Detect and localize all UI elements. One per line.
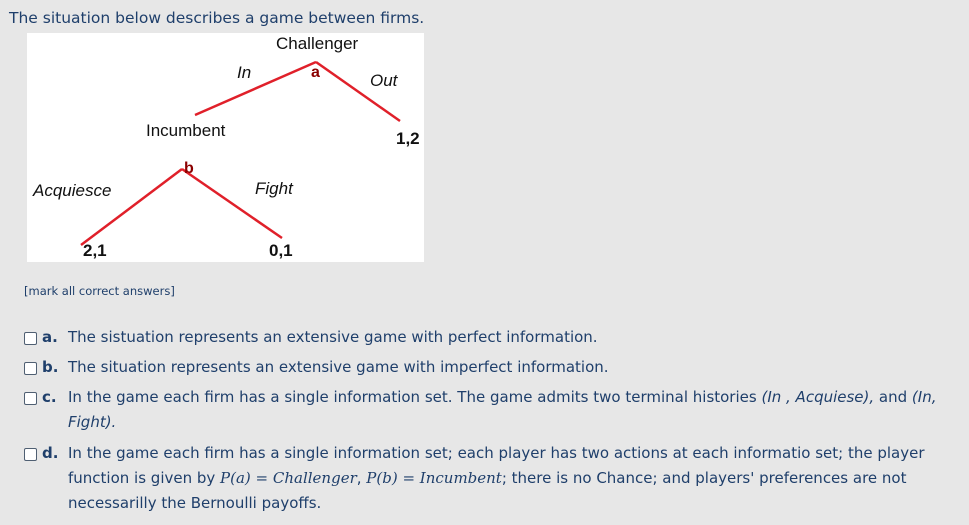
- option-d-player-function-b: P(b) = Incumbent: [366, 469, 502, 487]
- option-b-checkbox[interactable]: [24, 362, 37, 375]
- option-d-separator: ,: [356, 469, 367, 487]
- edge-in: [195, 62, 316, 115]
- option-d-text-part2: ; there is no Chance; and players' preferences are not necessarilly the Bernoulli payoffs.: [68, 469, 907, 512]
- option-c-history-2: (In, Fight).: [68, 388, 937, 431]
- acquiesce-payoff: 2,1: [83, 241, 107, 260]
- root-node-label: a: [311, 64, 320, 81]
- game-tree-figure: [27, 33, 424, 262]
- fight-payoff: 0,1: [269, 241, 293, 260]
- option-d-checkbox[interactable]: [24, 448, 37, 461]
- option-d-text-part1: In the game each firm has a single information set; each player has two actions at each informatio set; the player function is given by: [68, 444, 925, 487]
- option-b-letter: b.: [42, 358, 59, 376]
- option-c-history-1: (In , Acquiese),: [761, 388, 875, 406]
- option-c-text-part1: In the game each firm has a single information set. The game admits two terminal histories: [68, 388, 762, 406]
- fight-action-label: Fight: [255, 179, 293, 198]
- out-action-label: Out: [370, 71, 398, 90]
- in-action-label: In: [237, 63, 252, 82]
- option-d-text: [68, 441, 948, 516]
- acquiesce-action-label: Acquiesce: [33, 181, 112, 200]
- option-a-letter: a.: [42, 328, 58, 346]
- answer-instruction: [mark all correct answers]: [24, 284, 175, 298]
- option-a-checkbox[interactable]: [24, 332, 37, 345]
- option-c-letter: c.: [42, 388, 57, 406]
- second-node-label: b: [184, 160, 194, 177]
- second-player-label: Incumbent: [146, 121, 226, 140]
- game-tree-edges: [27, 33, 424, 262]
- option-d-letter: d.: [42, 444, 59, 462]
- root-player-label: Challenger: [276, 34, 359, 53]
- option-c-text-part2: and: [874, 388, 912, 406]
- option-d-player-function-a: P(a) = Challenger: [220, 469, 357, 487]
- option-c-text: [68, 385, 948, 435]
- option-c-checkbox[interactable]: [24, 392, 37, 405]
- option-b-text: The situation represents an extensive game with imperfect information.: [68, 358, 609, 376]
- out-payoff: 1,2: [396, 129, 420, 148]
- question-intro: The situation below describes a game between firms.: [9, 9, 425, 27]
- option-a-text: The sistuation represents an extensive game with perfect information.: [68, 328, 598, 346]
